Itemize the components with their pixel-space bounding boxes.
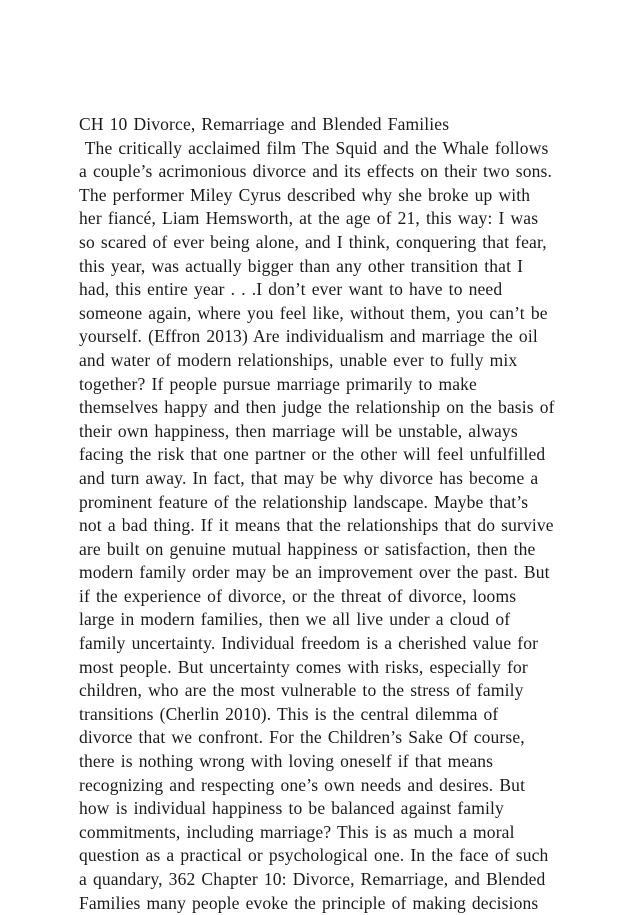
text-line: commitments, including marriage? This is as much a moral xyxy=(79,821,515,842)
text-line: family uncertainty. Individual freedom is a cherished value for xyxy=(79,633,539,654)
text-line: not a bad thing. If it means that the relationships that do survive xyxy=(79,515,554,536)
text-line: a quandary, 362 Chapter 10: Divorce, Remarriage, and Blended xyxy=(79,869,546,889)
text-line: someone again, where you feel like, without them, you can’t be xyxy=(79,302,548,323)
text-line: transitions (Cherlin 2010). This is the central dilemma of xyxy=(79,703,499,724)
text-line: themselves happy and then judge the relationship on the basis of xyxy=(79,397,555,418)
text-line: and water of modern relationships, unable ever to fully mix xyxy=(79,349,518,370)
text-line: most people. But uncertainty comes with risks, especially for xyxy=(79,656,528,677)
text-line: her fiancé, Liam Hemsworth, at the age of 21, this way: I was xyxy=(79,208,539,229)
text-line: and turn away. In fact, that may be why divorce has become a xyxy=(79,467,539,488)
text-line: yourself. (Effron 2013) Are individualism and marriage the oil xyxy=(79,326,538,347)
text-line: facing the risk that one partner or the other will feel unfulfilled xyxy=(79,444,546,465)
body-text xyxy=(79,113,619,915)
text-line: children, who are the most vulnerable to the stress of family xyxy=(79,680,524,701)
text-line: divorce that we confront. For the Children’s Sake Of course, xyxy=(79,727,525,748)
text-line: there is nothing wrong with loving oneself if that means xyxy=(79,751,494,772)
text-line: The performer Miley Cyrus described why she broke up with xyxy=(79,184,531,205)
text-line: Families many people evoke the principle of making decisions xyxy=(79,892,539,913)
text-line: their own happiness, then marriage will be unstable, always xyxy=(79,420,518,441)
text-line: this year, was actually bigger than any other transition that I xyxy=(79,255,524,276)
text-line: how is individual happiness to be balanced against family xyxy=(79,798,504,819)
text-line: together? If people pursue marriage primarily to make xyxy=(79,373,477,394)
text-line: recognizing and respecting one’s own needs and desires. But xyxy=(79,774,526,795)
text-line: are built on genuine mutual happiness or satisfaction, then the xyxy=(79,538,536,559)
text-line: large in modern families, then we all live under a cloud of xyxy=(79,609,511,630)
text-line: had, this entire year . . .I don’t ever want to have to need xyxy=(79,279,503,300)
text-line: CH 10 Divorce, Remarriage and Blended Families xyxy=(79,114,450,134)
text-line: The critically acclaimed film The Squid and the Whale follows xyxy=(79,137,549,158)
text-line: prominent feature of the relationship landscape. Maybe that’s xyxy=(79,491,529,512)
text-line: modern family order may be an improvement over the past. But xyxy=(79,562,550,583)
text-line: if the experience of divorce, or the threat of divorce, looms xyxy=(79,585,517,606)
text-line: so scared of ever being alone, and I think, conquering that fear, xyxy=(79,231,547,252)
text-line: question as a practical or psychological one. In the face of such xyxy=(79,845,549,866)
text-line: a couple’s acrimonious divorce and its effects on their two sons. xyxy=(79,161,552,182)
